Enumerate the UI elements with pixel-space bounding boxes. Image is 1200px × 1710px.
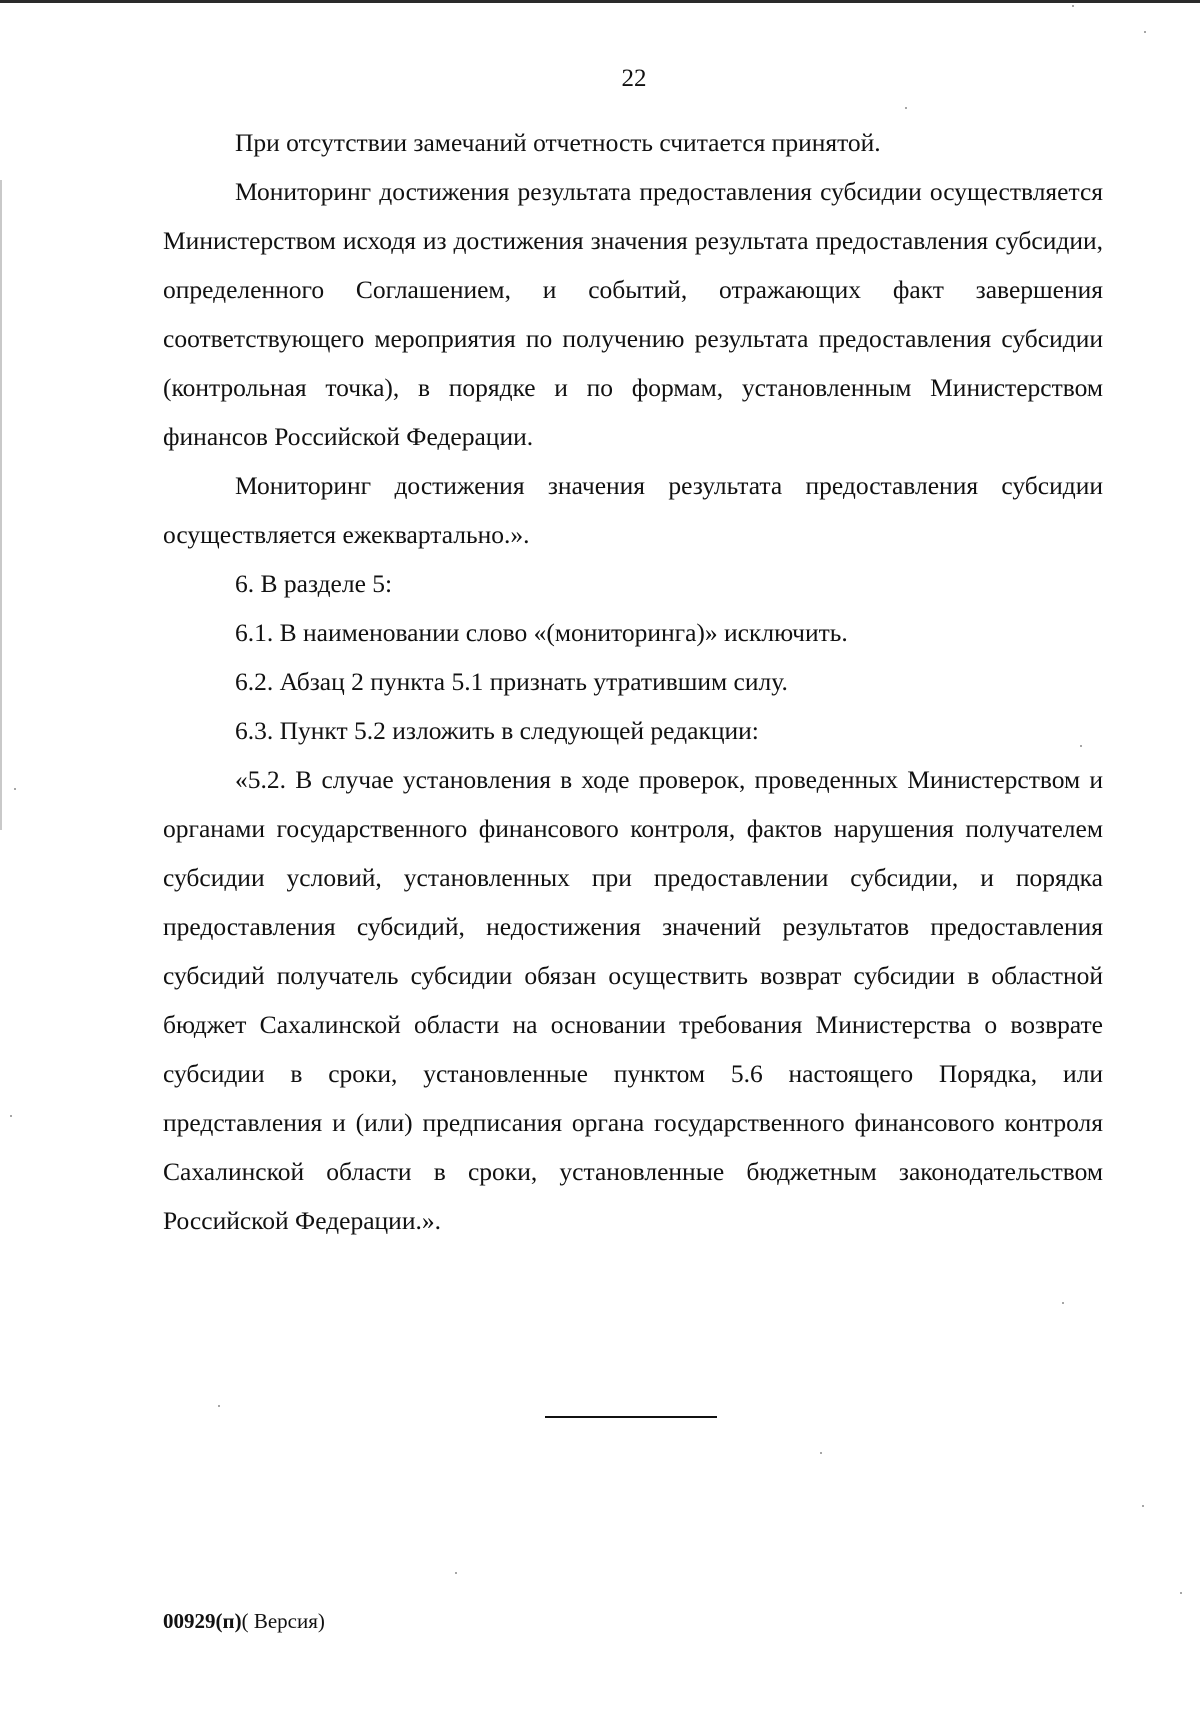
footer-version: ( Версия) xyxy=(241,1609,325,1633)
paragraph-monitoring-procedure: Мониторинг достижения результата предоставления субсидии осуществляется Министерством исходя из достижения значения результата предоставления субсидии, определенного Соглашением, и событий, отражающих факт завершения соответствующего мероприятия по получению результата предоставления субсидии (контрольная точка), в порядке и по формам, установленным Министерством финансов Российской Федерации. xyxy=(163,177,1103,451)
paragraph-clause-5-2: «5.2. В случае установления в ходе проверок, проведенных Министерством и органами государственного финансового контроля, фактов нарушения получателем субсидии условий, установленных при предоставлении субсидии, и порядка предоставления субсидий, недостижения значений результатов предоставления субсидий получатель субсидии обязан осуществить возврат субсидии в областной бюджет Сахалинской области на основании требования Министерства о возврате субсидии в сроки, установленные пунктом 5.6 настоящего Порядка, или представления и (или) предписания органа государственного финансового контроля Сахалинской области в сроки, установленные бюджетным законодательством Российской Федерации.». xyxy=(163,765,1103,1235)
document-body xyxy=(163,118,1103,1245)
scan-speck xyxy=(1180,1592,1182,1594)
scan-speck xyxy=(1142,1505,1144,1507)
paragraph-report-accepted: При отсутствии замечаний отчетность считается принятой. xyxy=(235,128,881,157)
page-number: 22 xyxy=(621,65,647,92)
scan-speck xyxy=(1072,5,1074,7)
paragraph-item-6-1: 6.1. В наименовании слово «(мониторинга)» исключить. xyxy=(235,618,848,647)
paragraph-monitoring-quarterly: Мониторинг достижения значения результата предоставления субсидии осуществляется ежеквартально.». xyxy=(163,471,1103,549)
paragraph-section-5: 6. В разделе 5: xyxy=(235,569,393,598)
end-separator-line xyxy=(545,1416,717,1418)
scan-top-edge xyxy=(0,0,1200,3)
scan-speck xyxy=(14,788,16,790)
scan-speck xyxy=(1080,745,1082,747)
scan-left-edge xyxy=(0,180,2,830)
paragraph-item-6-3: 6.3. Пункт 5.2 изложить в следующей редакции: xyxy=(235,716,759,745)
footer-document-code xyxy=(163,1609,325,1634)
scan-speck xyxy=(820,1452,822,1454)
paragraph-item-6-2: 6.2. Абзац 2 пункта 5.1 признать утратившим силу. xyxy=(235,667,788,696)
footer-code: 00929(п) xyxy=(163,1609,242,1633)
scan-speck xyxy=(10,1115,12,1117)
scan-speck xyxy=(1062,1302,1064,1304)
scan-speck xyxy=(218,1405,220,1407)
scan-speck xyxy=(905,107,907,109)
scan-speck xyxy=(1144,31,1146,33)
scan-speck xyxy=(455,1572,457,1574)
